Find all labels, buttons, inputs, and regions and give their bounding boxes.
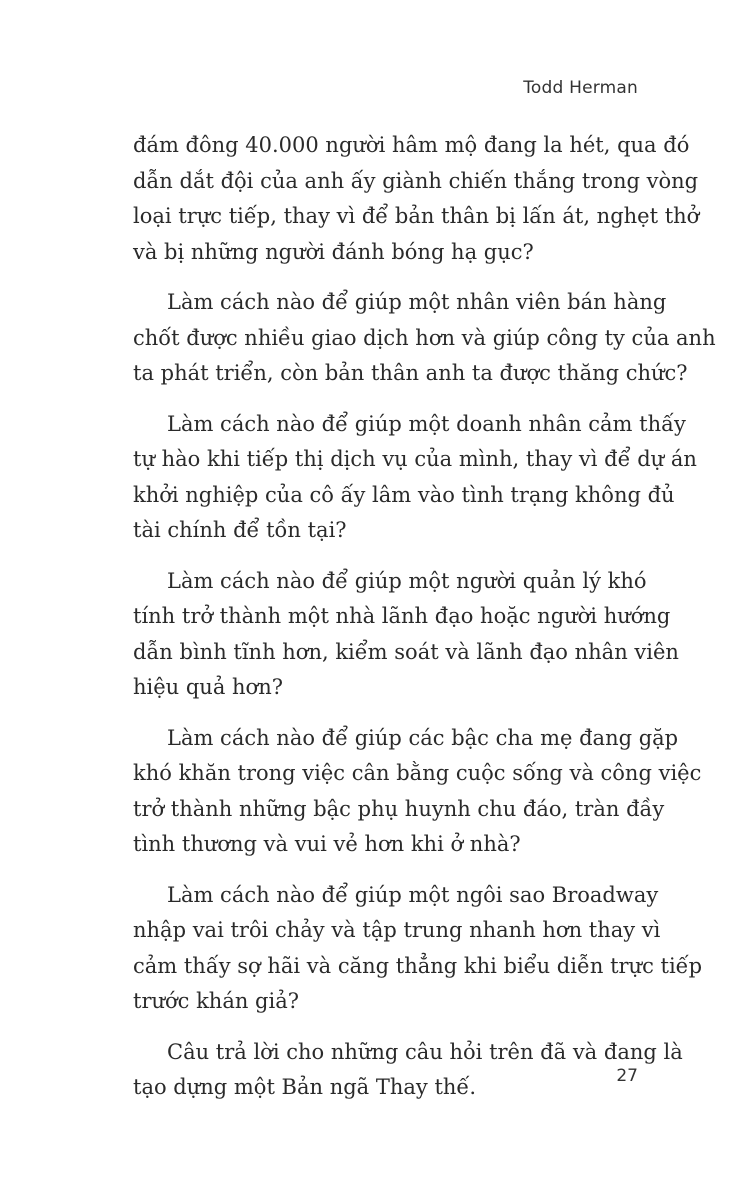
text-line: tự hào khi tiếp thị dịch vụ của mình, thay vì để dự án [133, 447, 697, 471]
paragraph-6 [133, 878, 703, 1020]
text-line: trở thành những bậc phụ huynh chu đáo, tràn đầy [133, 796, 665, 821]
text-line: chốt được nhiều giao dịch hơn và giúp công ty của anh [133, 325, 716, 350]
text-line: dẫn dắt đội của anh ấy giành chiến thắng trong vòng [133, 168, 699, 193]
text-line: và bị những người đánh bóng hạ gục? [133, 239, 534, 264]
text-line: dẫn bình tĩnh hơn, kiểm soát và lãnh đạo nhân viên [133, 639, 679, 664]
text-line: Làm cách nào để giúp một doanh nhân cảm thấy [167, 411, 686, 436]
paragraph-5 [133, 721, 702, 863]
paragraph-7 [133, 1035, 683, 1106]
text-line: cảm thấy sợ hãi và căng thẳng khi biểu diễn trực tiếp [133, 953, 703, 978]
text-line: loại trực tiếp, thay vì để bản thân bị lấn át, nghẹt thở [133, 204, 700, 228]
body-text [133, 128, 716, 1121]
text-line: Làm cách nào để giúp một nhân viên bán hàng [167, 290, 667, 314]
page-number: 27 [616, 1066, 638, 1086]
text-line: nhập vai trôi chảy và tập trung nhanh hơn thay vì [133, 918, 661, 942]
text-line: Làm cách nào để giúp một người quản lý khó [167, 568, 647, 593]
text-line: khó khăn trong việc cân bằng cuộc sống và công việc [133, 761, 702, 785]
text-line: ta phát triển, còn bản thân anh ta được thăng chức? [133, 361, 688, 385]
text-line: Câu trả lời cho những câu hỏi trên đã và đang là [167, 1039, 683, 1064]
text-line: Làm cách nào để giúp các bậc cha mẹ đang gặp [167, 725, 679, 750]
text-line: khởi nghiệp của cô ấy lâm vào tình trạng không đủ [133, 482, 675, 507]
text-line: Làm cách nào để giúp một ngôi sao Broadway [167, 882, 659, 907]
text-line: tính trở thành một nhà lãnh đạo hoặc người hướng [133, 604, 671, 628]
text-line: tài chính để tồn tại? [133, 518, 347, 542]
paragraph-1 [133, 128, 700, 270]
text-line: trước khán giả? [133, 989, 299, 1013]
text-line: tình thương và vui vẻ hơn khi ở nhà? [133, 832, 521, 856]
paragraph-2 [133, 285, 716, 392]
paragraph-4 [133, 564, 679, 706]
paragraph-3 [133, 407, 697, 549]
text-line: đám đông 40.000 người hâm mộ đang la hét, qua đó [133, 133, 690, 157]
text-line: tạo dựng một Bản ngã Thay thế. [133, 1075, 477, 1099]
running-head-author: Todd Herman [523, 78, 638, 98]
text-line: hiệu quả hơn? [133, 675, 283, 699]
